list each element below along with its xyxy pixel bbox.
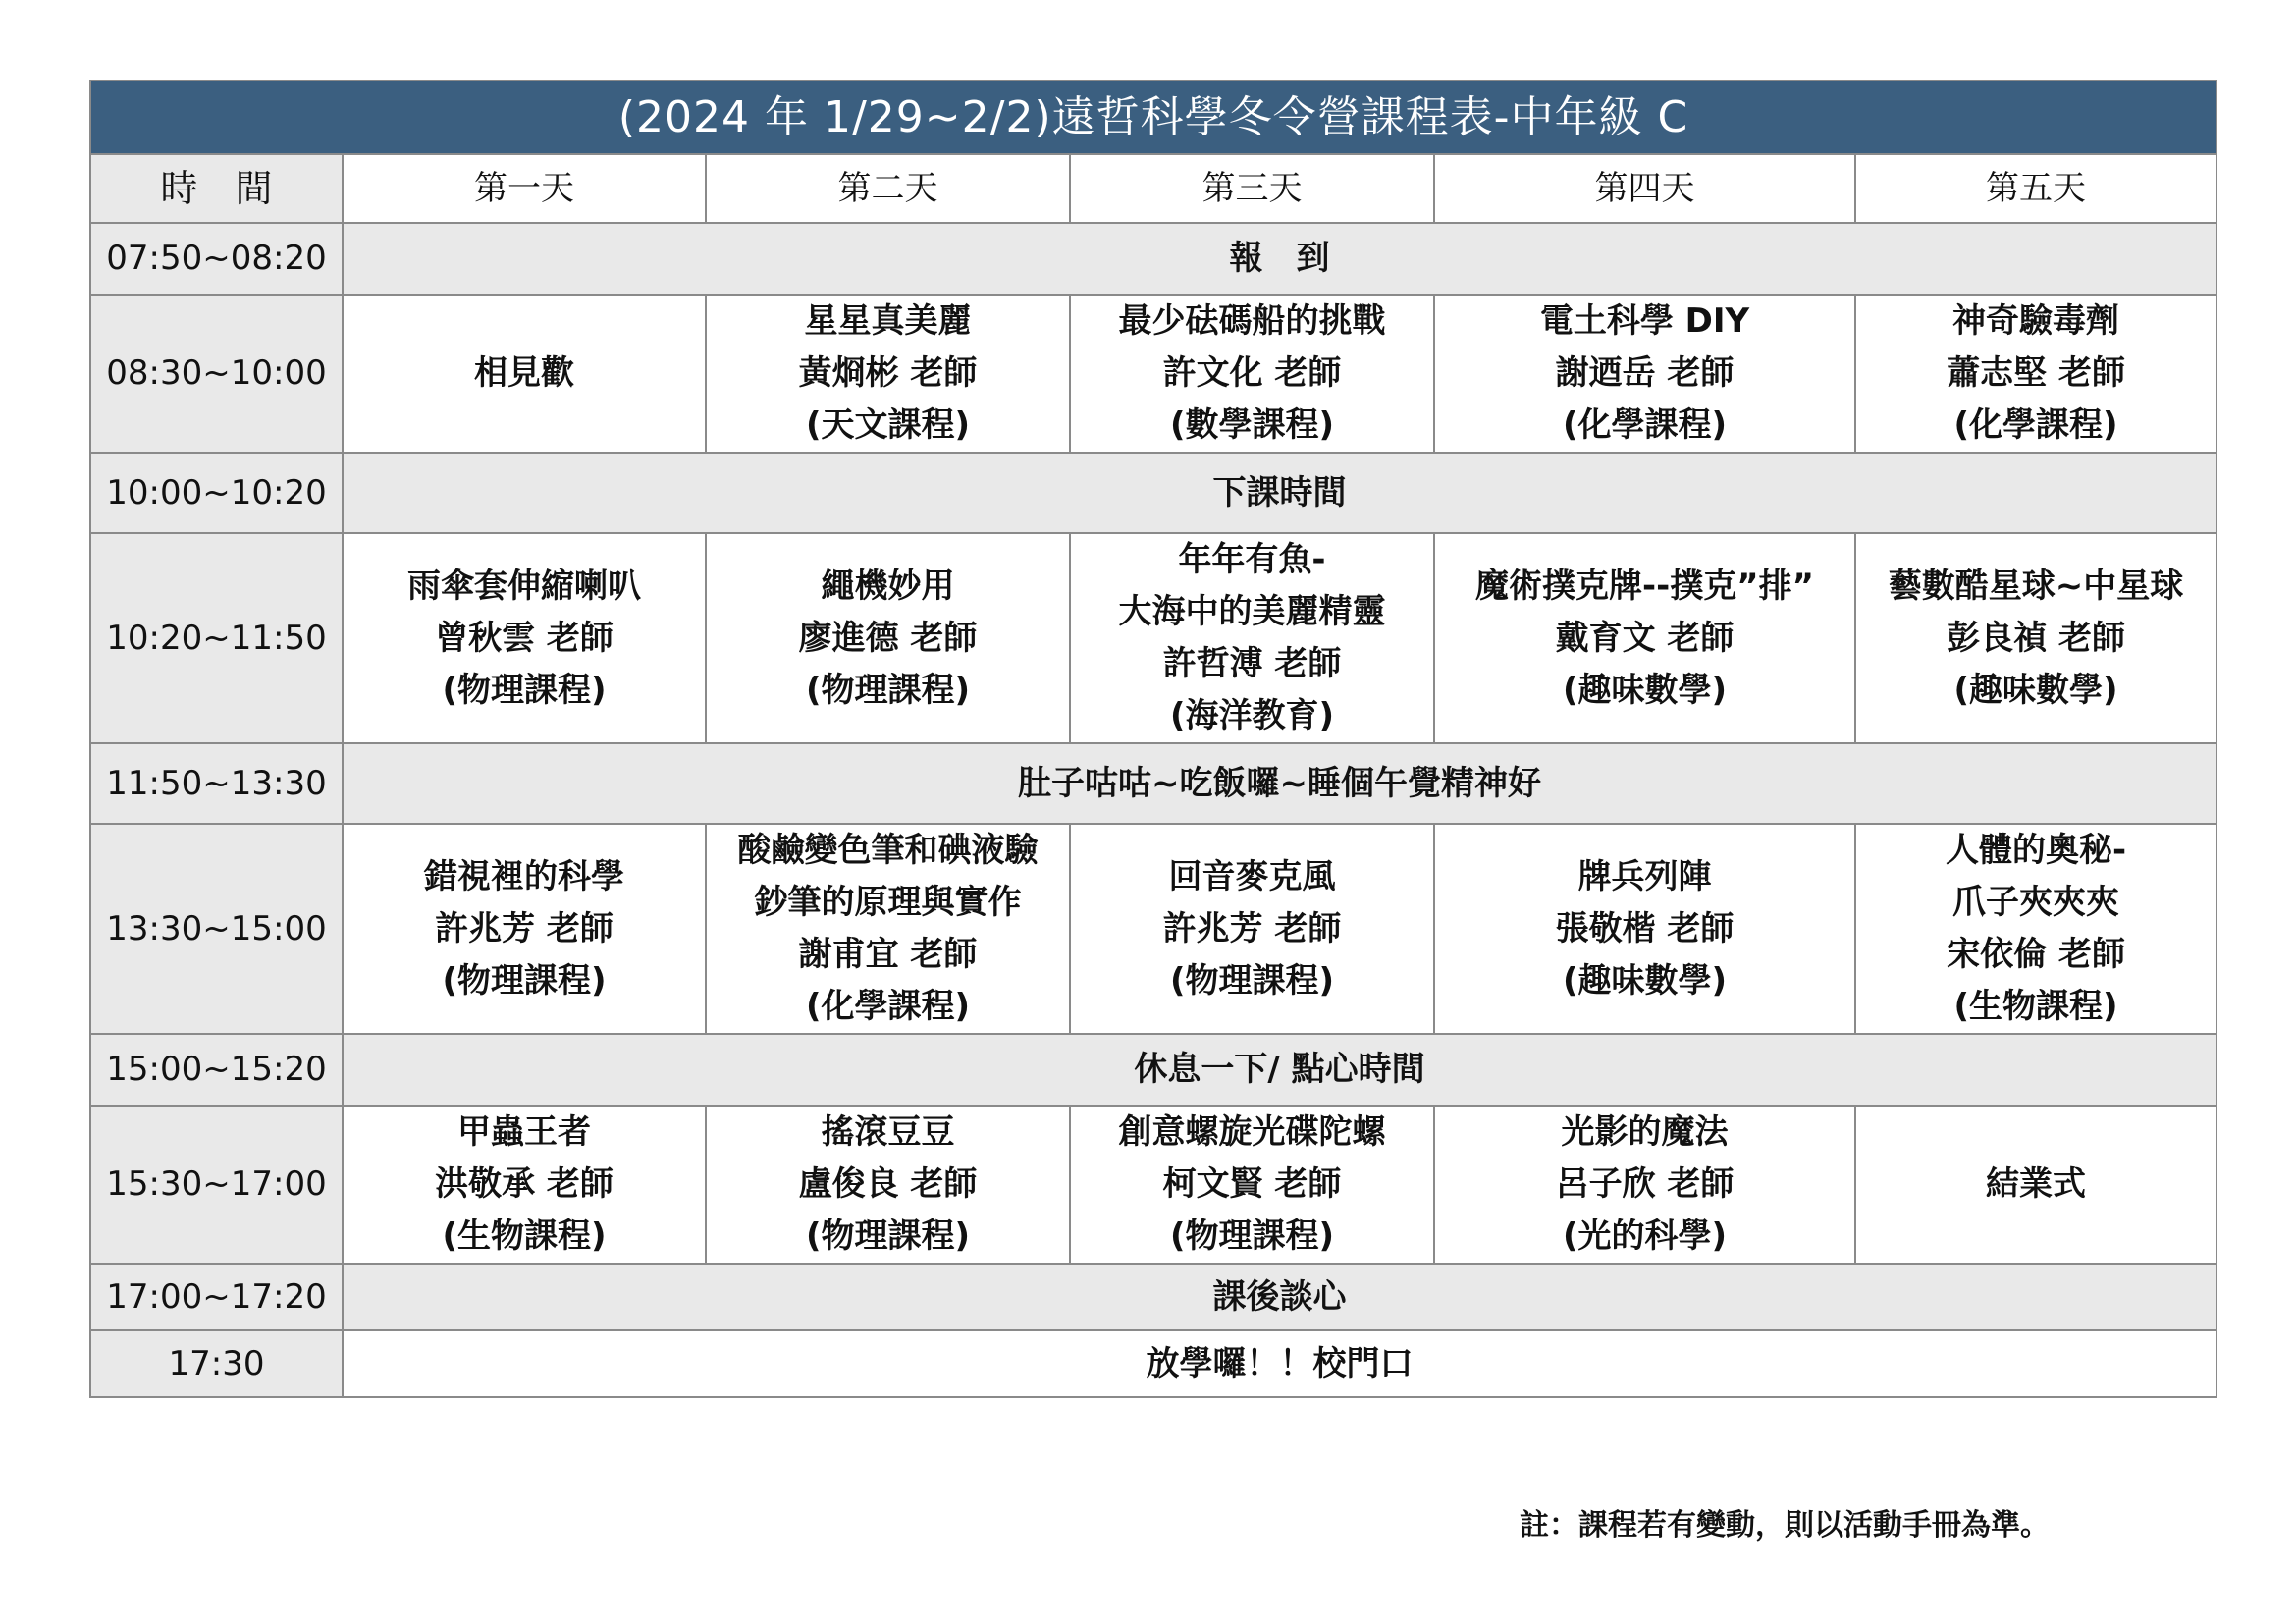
day-header: 第二天 [706,154,1070,223]
course-line: 許文化 老師 [1162,353,1342,393]
course-cell [1070,295,1434,453]
course-line: (天文課程) [805,406,971,445]
course-line: 人體的奧秘- [1945,831,2127,870]
time-slot: 15:00~15:20 [90,1034,343,1106]
course-line: 鈔筆的原理與實作 [754,883,1022,922]
course-line: 相見歡 [474,353,574,393]
course-line: 廖進德 老師 [798,618,978,658]
activity-span-cell: 肚子咕咕~吃飯囉~睡個午覺精神好 [343,743,2216,824]
course-line: 大海中的美麗精靈 [1118,592,1386,631]
course-line: 彭良禎 老師 [1947,618,2125,658]
schedule-break-row [90,743,2216,824]
day-header: 第一天 [343,154,706,223]
footnote: 註：課程若有變動，則以活動手冊為準。 [1520,1508,2050,1543]
activity-span-cell: 報 到 [343,223,2216,295]
course-line: 柯文賢 老師 [1162,1164,1342,1204]
course-line: 藝數酷星球~中星球 [1888,566,2184,606]
course-line: 神奇驗毒劑 [1952,301,2120,341]
course-line: (光的科學) [1562,1217,1728,1256]
course-cell [706,295,1070,453]
course-cell [343,1106,706,1264]
course-line: 創意螺旋光碟陀螺 [1118,1112,1386,1152]
day-header: 第三天 [1070,154,1434,223]
course-line: 呂子欣 老師 [1555,1164,1735,1204]
activity-span-cell: 休息一下/ 點心時間 [343,1034,2216,1106]
course-line: 戴育文 老師 [1555,618,1735,658]
course-line: 甲蟲王者 [457,1112,591,1152]
course-line: 星星真美麗 [804,301,972,341]
schedule-class-row [90,824,2216,1034]
course-line: (趣味數學) [1562,960,1728,1001]
course-cell [343,533,706,743]
activity-span-cell: 放學囉！！校門口 [343,1330,2216,1397]
course-line: 最少砝碼船的挑戰 [1118,301,1386,341]
time-header: 時 間 [90,154,343,223]
course-line: 盧俊良 老師 [798,1164,978,1204]
activity-span-cell: 下課時間 [343,453,2216,533]
course-cell [1855,295,2216,453]
course-line: (海洋教育) [1169,696,1335,735]
course-cell [1070,824,1434,1034]
course-line: 魔術撲克牌--撲克”排” [1475,566,1814,606]
schedule-class-row [90,533,2216,743]
time-slot: 07:50~08:20 [90,223,343,295]
course-cell [706,1106,1070,1264]
course-line: (化學課程) [1562,406,1728,445]
course-line: 洪敬承 老師 [435,1164,614,1204]
course-line: 爪子夾夾夾 [1952,883,2120,922]
activity-span-cell: 課後談心 [343,1264,2216,1330]
schedule-class-row [90,295,2216,453]
time-slot: 15:30~17:00 [90,1106,343,1264]
course-cell [1434,533,1855,743]
course-line: (物理課程) [1169,1217,1335,1256]
course-line: 回音麥克風 [1168,856,1336,896]
course-line: 光影的魔法 [1561,1112,1729,1152]
course-line: 許哲溥 老師 [1162,644,1342,683]
course-line: 張敬楷 老師 [1555,908,1735,948]
course-cell [706,824,1070,1034]
time-slot: 08:30~10:00 [90,295,343,453]
course-cell [1855,1106,2216,1264]
course-line: (物理課程) [442,960,607,1001]
schedule-class-row [90,1106,2216,1264]
course-line: (生物課程) [1953,987,2118,1026]
course-cell [1855,824,2216,1034]
schedule-table [89,80,2217,1398]
course-line: 酸鹼變色筆和碘液驗 [737,831,1039,870]
course-line: 許兆芳 老師 [1162,908,1342,948]
course-cell [1855,533,2216,743]
time-slot: 17:30 [90,1330,343,1397]
course-line: (化學課程) [805,987,971,1026]
schedule-break-row [90,223,2216,295]
time-slot: 10:00~10:20 [90,453,343,533]
day-header: 第四天 [1434,154,1855,223]
course-line: 謝甫宜 老師 [798,935,978,974]
course-line: 宋依倫 老師 [1947,935,2125,974]
course-cell [1434,295,1855,453]
course-line: 蕭志堅 老師 [1947,353,2125,393]
course-line: (物理課程) [442,670,607,710]
course-line: 許兆芳 老師 [435,908,614,948]
course-line: 電土科學 DIY [1539,301,1750,341]
course-cell [1434,824,1855,1034]
time-slot: 10:20~11:50 [90,533,343,743]
day-header: 第五天 [1855,154,2216,223]
schedule-break-row [90,1330,2216,1397]
course-line: 搖滾豆豆 [821,1112,955,1152]
course-cell [706,533,1070,743]
course-line: 曾秋雲 老師 [435,618,614,658]
schedule-break-row [90,1034,2216,1106]
course-line: 繩機妙用 [821,566,955,606]
schedule-break-row [90,1264,2216,1330]
course-line: (數學課程) [1169,406,1335,445]
course-line: (化學課程) [1953,406,2118,445]
course-line: 謝迺岳 老師 [1555,353,1735,393]
time-slot: 17:00~17:20 [90,1264,343,1330]
course-line: 牌兵列陣 [1577,856,1712,896]
course-line: (趣味數學) [1562,670,1728,710]
schedule-title: (2024 年 1/29~2/2)遠哲科學冬令營課程表-中年級 C [90,81,2216,154]
course-line: (物理課程) [805,670,971,710]
course-line: 黃烱彬 老師 [798,353,978,393]
course-line: (生物課程) [442,1217,607,1256]
time-slot: 13:30~15:00 [90,824,343,1034]
day-header-row [90,154,2216,223]
course-cell [343,824,706,1034]
course-cell [343,295,706,453]
course-line: (物理課程) [1169,960,1335,1001]
time-slot: 11:50~13:30 [90,743,343,824]
course-cell [1434,1106,1855,1264]
course-line: 錯視裡的科學 [424,856,624,896]
course-line: 年年有魚- [1178,540,1326,579]
course-line: 結業式 [1986,1164,2087,1204]
course-cell [1070,1106,1434,1264]
course-line: (物理課程) [805,1217,971,1256]
course-cell [1070,533,1434,743]
course-line: (趣味數學) [1953,670,2118,710]
course-line: 雨傘套伸縮喇叭 [407,566,641,606]
schedule-break-row [90,453,2216,533]
